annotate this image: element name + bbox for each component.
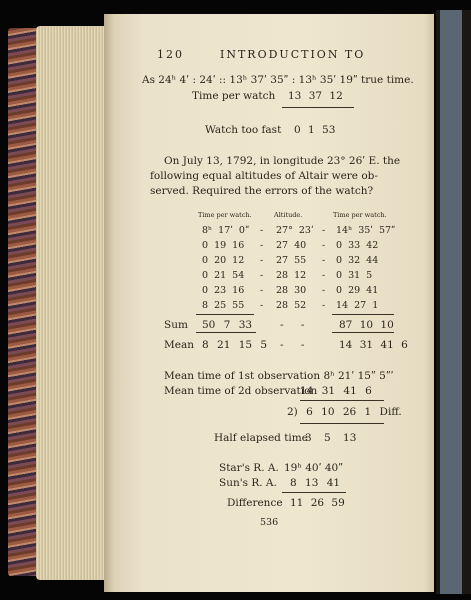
signature-mark: 536: [260, 517, 279, 528]
row-cell-time2: 0 29 41: [336, 285, 379, 296]
row-cell-altitude: 27° 23ʹ: [276, 225, 314, 236]
rule-mean-left: [196, 332, 256, 333]
sun-ra-value: 8 13 41: [290, 477, 341, 489]
rule-watch: [282, 107, 354, 108]
difference-label: Difference: [227, 497, 283, 509]
row-cell-altitude: 28 30: [276, 285, 307, 296]
row-cell-altitude: 28 52: [276, 300, 307, 311]
row-cell-time1: 8 25 55: [202, 300, 245, 311]
star-ra-value: 19ʰ 40ʹ 40ʺ: [284, 462, 344, 474]
row-dash-2: -: [322, 225, 326, 236]
sun-ra-label: Sun's R. A.: [219, 477, 277, 489]
sum-mid: - -: [280, 319, 305, 331]
sum-last: 87 10 10: [339, 319, 394, 331]
row-dash-2: -: [322, 255, 326, 266]
row-cell-time1: 0 19 16: [202, 240, 245, 251]
rule-difference: [300, 400, 384, 401]
row-dash-1: -: [260, 255, 264, 266]
row-cell-time2: 14 27 1: [336, 300, 379, 311]
book-cover-right: [436, 10, 471, 594]
sum-first: 50 7 33: [202, 319, 253, 331]
rule-sum-right: [332, 314, 394, 315]
difference-value: 11 26 59: [290, 497, 345, 509]
paragraph-line-1: On July 13, 1792, in longitude 23° 26ʹ E. the: [164, 155, 401, 167]
mean-mid: - -: [280, 339, 305, 351]
rule-half: [300, 423, 384, 424]
row-dash-1: -: [260, 285, 264, 296]
watch-too-fast-value: 0 1 53: [294, 124, 336, 136]
table-header-1: Time per watch.: [198, 211, 252, 219]
book-page: [104, 14, 434, 592]
row-cell-time1: 0 23 16: [202, 285, 245, 296]
row-cell-altitude: 27 40: [276, 240, 307, 251]
row-dash-2: -: [322, 270, 326, 281]
row-dash-1: -: [260, 240, 264, 251]
row-dash-1: -: [260, 300, 264, 311]
time-per-watch-value: 13 37 12: [288, 90, 343, 102]
row-cell-time2: 0 33 42: [336, 240, 379, 251]
division-line: 2) 6 10 26 1 Diff.: [287, 406, 402, 418]
mean-second-observation-value: 14 31 41 6: [300, 385, 372, 397]
mean-label: Mean: [164, 339, 194, 351]
row-cell-altitude: 28 12: [276, 270, 307, 281]
mean-second-observation-label: Mean time of 2d observation: [164, 385, 318, 397]
rule-ra: [282, 492, 346, 493]
row-cell-time2: 0 31 5: [336, 270, 373, 281]
paragraph-line-2: following equal altitudes of Altair were ob-: [150, 170, 378, 182]
page-number: 120: [157, 48, 184, 61]
proportion-line: As 24ʰ 4ʹ : 24ʹ :: 13ʰ 37ʹ 35ʺ : 13ʰ 35ʹ 19ʺ true time.: [142, 74, 414, 86]
half-elapsed-label: Half elapsed time: [214, 432, 308, 444]
table-header-3: Time per watch.: [333, 211, 387, 219]
mean-first: 8 21 15 5: [202, 339, 268, 351]
paragraph-line-3: served. Required the errors of the watch?: [150, 185, 374, 197]
row-dash-1: -: [260, 225, 264, 236]
row-cell-time1: 8ʰ 17ʹ 0ʺ: [202, 225, 250, 236]
time-per-watch-label: Time per watch: [192, 90, 276, 102]
row-cell-time2: 0 32 44: [336, 255, 379, 266]
rule-mean-right: [332, 332, 394, 333]
row-dash-2: -: [322, 285, 326, 296]
row-cell-time1: 0 21 54: [202, 270, 245, 281]
row-dash-2: -: [322, 300, 326, 311]
rule-sum-left: [196, 314, 254, 315]
row-cell-time1: 0 20 12: [202, 255, 245, 266]
mean-first-observation: Mean time of 1st observation 8ʰ 21ʹ 15ʺ 5ʺʹ: [164, 370, 394, 382]
row-cell-time2: 14ʰ 35ʹ 57ʺ: [336, 225, 396, 236]
watch-too-fast-label: Watch too fast: [205, 124, 282, 136]
half-elapsed-value: 3 5 13: [305, 432, 357, 444]
table-header-2: Altitude.: [274, 211, 303, 219]
row-dash-1: -: [260, 270, 264, 281]
mean-last: 14 31 41 6: [339, 339, 408, 351]
page-edges: [36, 26, 104, 580]
running-head: INTRODUCTION TO: [220, 48, 366, 61]
sum-label: Sum: [164, 319, 188, 331]
row-cell-altitude: 27 55: [276, 255, 307, 266]
row-dash-2: -: [322, 240, 326, 251]
star-ra-label: Star's R. A.: [219, 462, 279, 474]
